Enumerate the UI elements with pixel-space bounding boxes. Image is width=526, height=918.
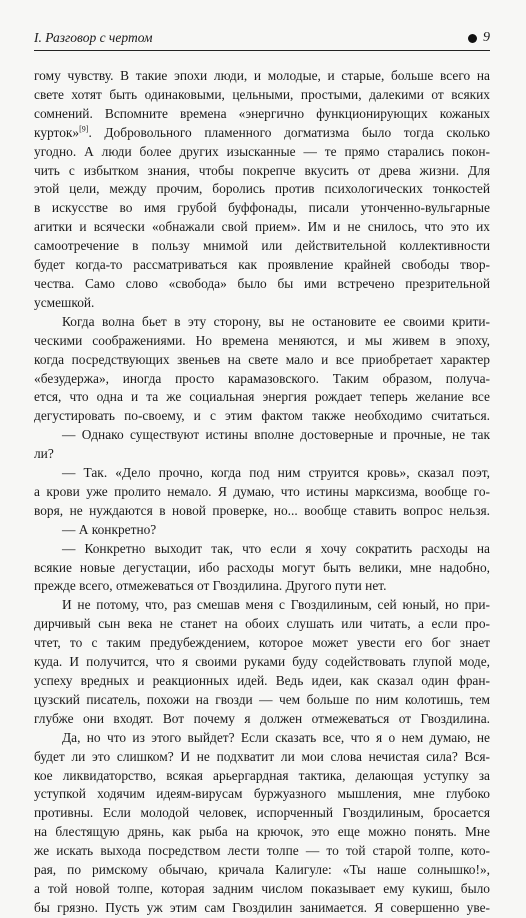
text-line: ческими соображениями. Но времена меняются, и мы живем в эпоху, bbox=[34, 332, 490, 348]
text-line: усмешкой. bbox=[34, 294, 95, 310]
text-line: ли? bbox=[34, 446, 54, 462]
text-line: уступкой ходячим идеям-вирусам буржуазного мышления, мне глубоко bbox=[34, 786, 490, 802]
text-line: гому чувству. В такие эпохи люди, и молодые, и старые, больше всего на bbox=[34, 68, 490, 83]
text-line: бы грязно. Пусть уж этим сам Гвоздилин занимается. Я совершенно уве- bbox=[34, 899, 490, 915]
text-line: Когда волна бьет в эту сторону, вы не остановите ее своими крити- bbox=[62, 313, 490, 329]
text-line: куда. И получится, что я своими руками буду содействовать глупой моде, bbox=[34, 654, 490, 670]
text-line: глубже они входят. Вот почему я должен отмежеваться от Гвоздилина. bbox=[34, 710, 490, 726]
text-line: — Однако существуют истины вполне достоверные и прочные, не так bbox=[62, 427, 490, 443]
text-line: же искать выхода посредством лести толпе — то той старой толпе, кото- bbox=[34, 843, 490, 859]
section-title: I. Разговор с чертом bbox=[34, 30, 153, 45]
text-line: сомнений. Вспомните времена «энергично функционирующих кожаных bbox=[34, 105, 490, 121]
text-line: рая, по римскому обычаю, кричала Калигуле: «Ты наше солнышко!», bbox=[34, 862, 490, 878]
page-number: 9 bbox=[483, 30, 490, 45]
bullet-icon bbox=[468, 34, 477, 43]
text-line: цузский писатель, похожи на гвозди — чем больше по ним колотишь, тем bbox=[34, 691, 490, 707]
text-line: а крови уже пролито немало. Я думаю, что истины марксизма, вообще го- bbox=[34, 483, 490, 499]
text-line: Да, но что из этого выйдет? Если сказать все, что я о нем думаю, не bbox=[62, 729, 490, 745]
text-line: угодно. А люди более других изысканные — те прямо старались покон- bbox=[34, 143, 490, 159]
text-line: свете хотят быть одинаковыми, цельными, простыми, далекими от всяких bbox=[34, 86, 490, 102]
text-line: всякие новые дегустации, ибо расходы могут быть велики, мне надобно, bbox=[34, 559, 490, 575]
page-number-group bbox=[468, 30, 490, 46]
text-line: ется, что одна и та же социальная энергия рождает теперь желание все bbox=[34, 389, 490, 405]
text-line: чтет, то с таким предубеждением, которое может увести его бог знает bbox=[34, 635, 490, 651]
text-line: а той новой толпе, которая задним числом показывает ему кукиш, было bbox=[34, 880, 490, 896]
text-line: — Конкретно выходит так, что если я хочу сократить расходы на bbox=[62, 540, 490, 556]
text-line: чества. Само слово «свобода» было бы ими встречено презрительной bbox=[34, 275, 490, 291]
text-line: И не потому, что, раз смешав меня с Гвоздилиным, сей юный, но при- bbox=[62, 597, 490, 613]
text-line: будет ли это слишком? И не подхватит ли мои слова нечистая сила? Вся- bbox=[34, 748, 490, 764]
text-line: — Так. «Дело прочно, когда под ним струится кровь», сказал поэт, bbox=[62, 465, 490, 481]
body-text bbox=[34, 67, 490, 918]
text-line: дегустировать по-своему, и с этим фактом также необходимо считаться. bbox=[34, 408, 490, 424]
text-line: когда посредствующих звеньев на свете мало и все приобретает характер bbox=[34, 351, 490, 367]
text-line: воря, не нуждаются в новой проверке, но... вообще ставить вопрос нельзя. bbox=[34, 502, 490, 518]
running-head bbox=[34, 26, 490, 51]
text-line: — А конкретно? bbox=[62, 521, 157, 537]
text-line: чить с избытком знания, чтобы покрепче вкусить от древа жизни. Для bbox=[34, 162, 490, 178]
text-line: прежде всего, отмежеваться от Гвоздилина. Другого пути нет. bbox=[34, 578, 387, 594]
text-line: самоотречение в пользу мнимой или действительной коллективности bbox=[34, 238, 490, 254]
text-line: дирчивый сын века не станет на обоих слушать или читать, а если про- bbox=[34, 616, 490, 632]
text-line: в искусстве во имя грубой буффонады, писали утонченно-вульгарные bbox=[34, 200, 490, 216]
text-line: успеху вредных и реакционных идей. Ведь идеи, как сказал один фран- bbox=[34, 673, 490, 688]
text-line: курток»[9]. Добровольного пламенного догматизма было тогда сколько bbox=[34, 124, 490, 140]
footnote-ref[interactable]: [9] bbox=[79, 124, 89, 134]
text-line: будет когда-то рассматриваться как проявление крайней свободы твор- bbox=[34, 257, 490, 273]
text-line: кое ликвидаторство, всякая арьергардная тактика, делающая уступку за bbox=[34, 767, 490, 783]
text-line: агитки и всячески «обнажали свой прием». Им и не снилось, что это их bbox=[34, 219, 490, 235]
text-line: противны. Если молодой человек, испорченный Гвоздилиным, бросается bbox=[34, 805, 490, 821]
text-line: на блестящую дрянь, как рыба на крючок, это еще можно понять. Мне bbox=[34, 824, 490, 840]
text-line: «безудержа», иногда просто карамазовского. Таким образом, получа- bbox=[34, 370, 490, 386]
text-line: этой цели, между прочим, боролись против психологических тонкостей bbox=[34, 181, 490, 197]
